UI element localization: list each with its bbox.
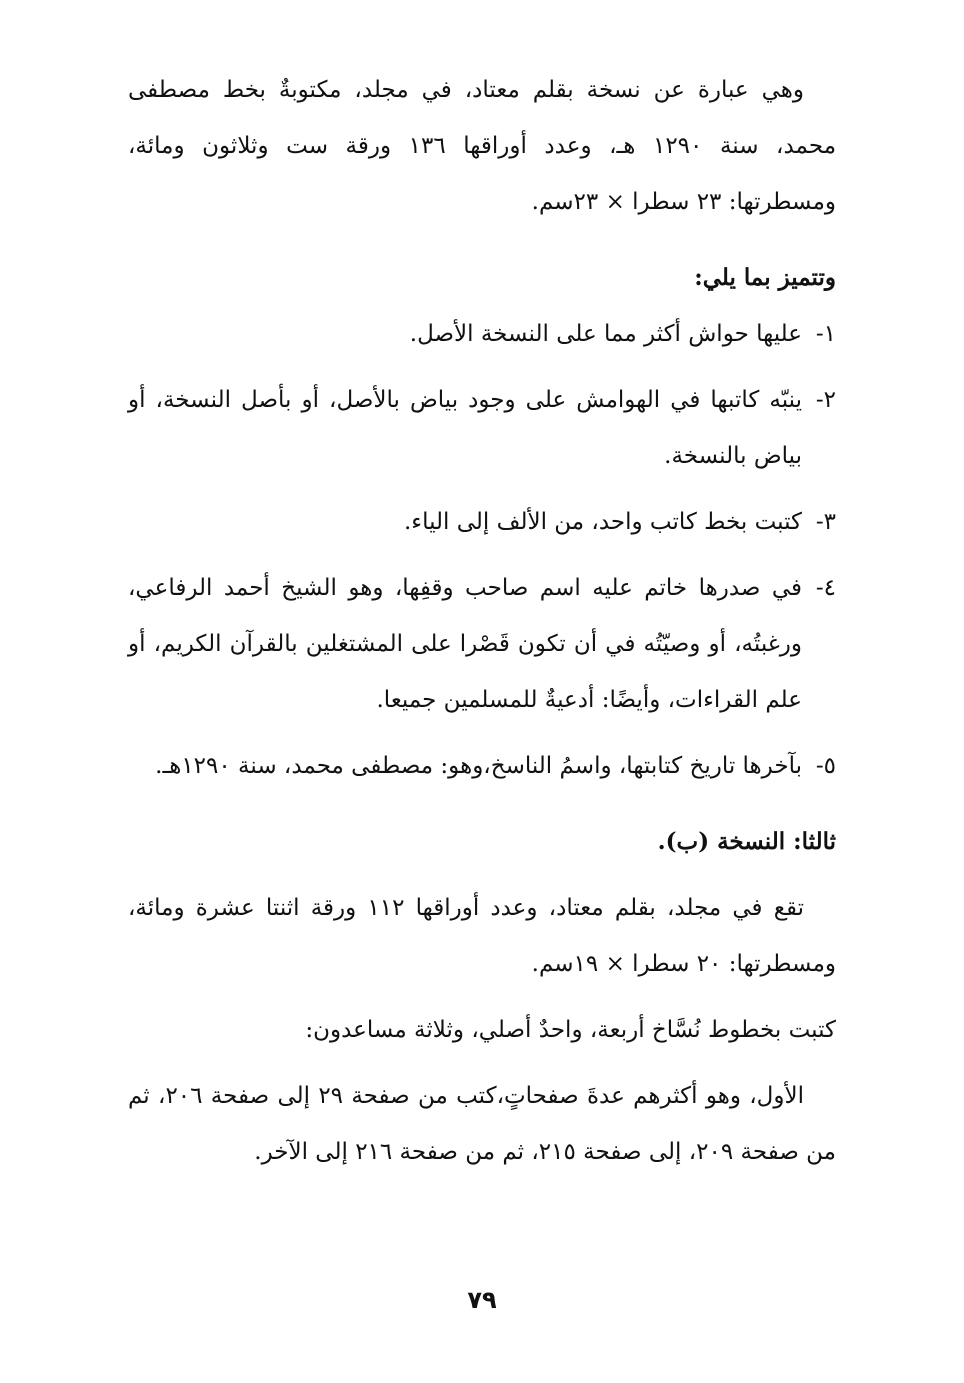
text-body — [128, 62, 836, 1180]
section-heading: ثالثا: النسخة (ب). — [657, 828, 836, 855]
list-item — [128, 494, 836, 550]
list-item-text: عليها حواش أكثر مما على النسخة الأصل. — [409, 321, 802, 347]
list-item — [128, 560, 836, 728]
list-item-text: كتبت بخط كاتب واحد، من الألف إلى الياء. — [403, 509, 802, 535]
section-paragraph: كتبت بخطوط نُسَّاخ أربعة، واحدٌ أصلي، وثلاثة مساعدون: — [305, 1017, 836, 1043]
list-item-number: ٢- — [815, 387, 836, 413]
list-item — [128, 306, 836, 362]
list-item-text: بآخرها تاريخ كتابتها، واسمُ الناسخ،وهو: مصطفى محمد، سنة ١٢٩٠هـ. — [155, 753, 802, 779]
intro-paragraph: وهي عبارة عن نسخة بقلم معتاد، في مجلد، مكتوبةٌ بخط مصطفى محمد، سنة ١٢٩٠ هـ، وعدد أوراقها ١٣٦ ورقة ست وثلاثون ومائة، ومسطرتها: ٢٣ سطرا × ٢٣سم. — [128, 77, 837, 215]
features-heading: وتتميز بما يلي: — [694, 264, 836, 291]
list-item — [128, 372, 836, 484]
list-item-text: في صدرها خاتم عليه اسم صاحب وقفِها، وهو الشيخ أحمد الرفاعي، ورغبتُه، أو وصيّتُه في أن تكون قَصْرا على المشتغلين بالقرآن الكريم، أو علم القراءات، وأيضًا: أدعيةٌ للمسلمين جميعا. — [128, 575, 802, 713]
page-number: ٧٩ — [467, 1286, 497, 1314]
list-item-number: ٥- — [815, 753, 836, 779]
list-item-number: ١- — [815, 321, 836, 347]
list-item-number: ٣- — [815, 509, 836, 535]
list-item-number: ٤- — [815, 575, 836, 601]
section-paragraph: الأول، وهو أكثرهم عدةَ صفحاتٍ،كتب من صفحة ٢٩ إلى صفحة ٢٠٦، ثم من صفحة ٢٠٩، إلى صفحة ٢١٥، ثم من صفحة ٢١٦ إلى الآخر. — [128, 1083, 836, 1165]
list-item-text: ينبّه كاتبها في الهوامش على وجود بياض بالأصل، أو بأصل النسخة، أو بياض بالنسخة. — [128, 387, 802, 469]
section-paragraph: تقع في مجلد، بقلم معتاد، وعدد أوراقها ١١٢ ورقة اثنتا عشرة ومائة، ومسطرتها: ٢٠ سطرا × ١٩سم. — [128, 895, 836, 977]
list-item — [128, 738, 836, 794]
